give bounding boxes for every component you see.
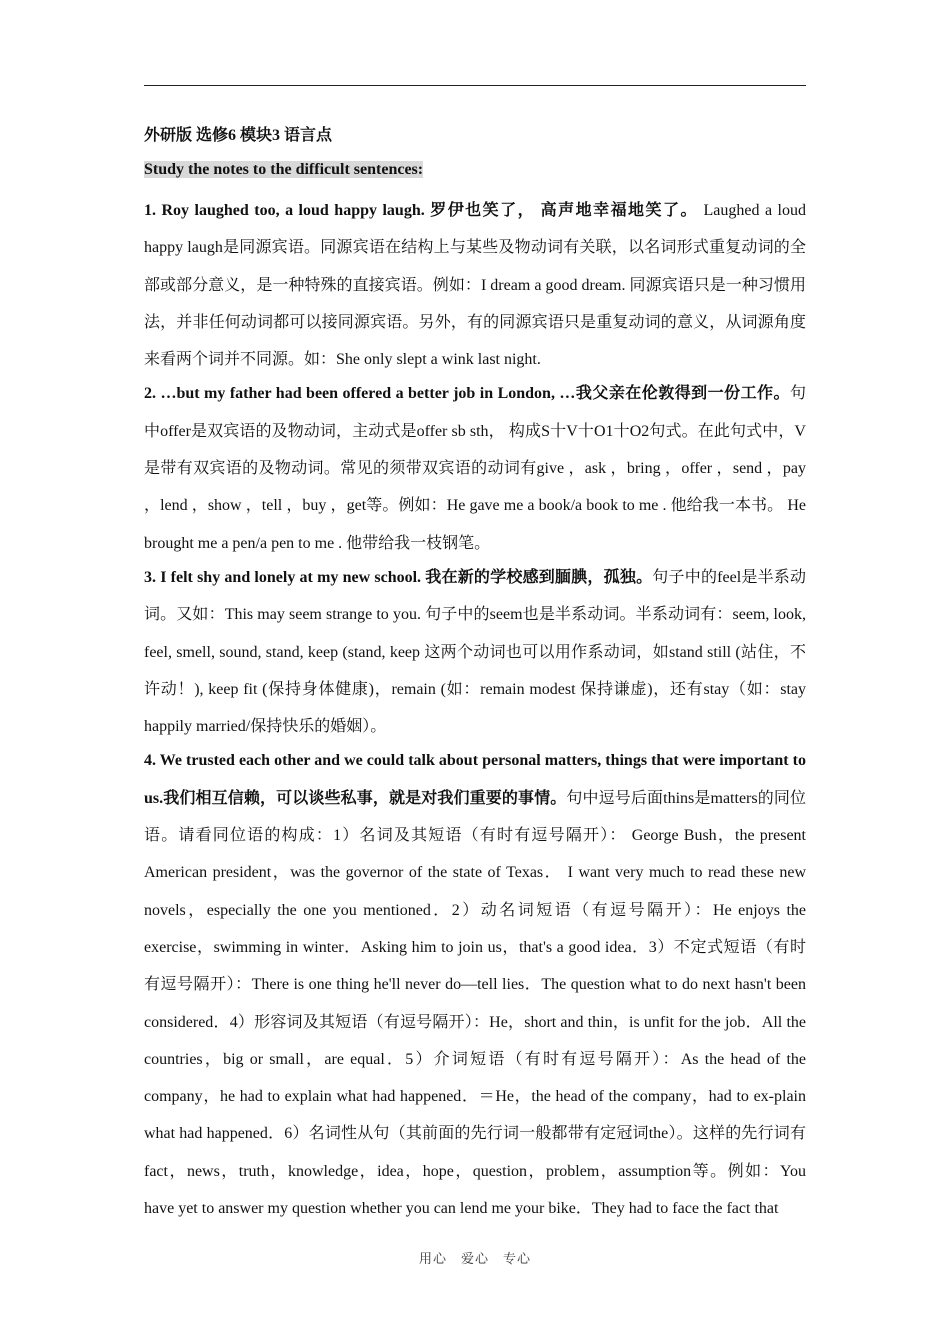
note-sentence: 1. Roy laughed too, a loud happy laugh. 罗伊也笑了， 高声地幸福地笑了。 xyxy=(144,202,698,219)
note-explanation: 句中offer是双宾语的及物动词，主动式是offer sb sth， 构成S十V十O1十O2句式。在此句式中，V是带有双宾语的及物动词。常见的须带双宾语的动词有give ，ask ，bring ，offer ，send ，pay ，lend ，show ，tell ，buy ，get等。例如：He gave me a book/a book to me . 他给我一本书。 He brought me a pen/a pen to me . 他带给我一枝钢笔。 xyxy=(144,385,806,552)
header-rule xyxy=(144,85,806,86)
section-heading-text: Study the notes to the difficult sentences: xyxy=(144,161,424,178)
section-heading xyxy=(144,158,806,182)
note-item-4 xyxy=(144,742,806,1227)
note-explanation: 句中逗号后面thins是matters的同位语。请看同位语的构成：1）名词及其短语（有时有逗号隔开）： George Bush，the present American president，was the governor of the state of Texas． I want very much to read these new novels，especially the one you mentioned．2）动名词短语（有逗号隔开）：He enjoys the exercise，swimming in winter．Asking him to join us，that's a good idea．3）不定式短语（有时有逗号隔开）：There is one thing he'll never do—tell lies．The question what to do next hasn't been considered．4）形容词及其短语（有逗号隔开）：He，short and thin，is unfit for the job．All the countries，big or small，are equal．5）介词短语（有时有逗号隔开）：As the head of the company，he had to explain what had happened．＝He，the head of the company，had to ex-plain what had happened．6）名词性从句（其前面的先行词一般都带有定冠词the）。这样的先行词有fact，news，truth，knowledge，idea，hope，question，problem，assumption等。例如：You have yet to answer my question whether you can lend me your bike．They had to face the fact that xyxy=(144,789,806,1218)
note-item-3 xyxy=(144,559,806,745)
document-title: 外研版 选修6 模块3 语言点 xyxy=(144,127,333,144)
note-item-2 xyxy=(144,375,806,561)
page-footer: 用心 爱心 专心 xyxy=(418,1251,531,1266)
note-sentence: 2. …but my father had been offered a better job in London, …我父亲在伦敦得到一份工作。 xyxy=(144,385,790,403)
note-sentence: 3. I felt shy and lonely at my new school. 我在新的学校感到腼腆，孤独。 xyxy=(144,568,653,586)
note-item-1 xyxy=(144,192,806,378)
document-body xyxy=(144,124,806,1224)
note-sentence: 4. We trusted each other and we could talk about personal matters, things that were important to us.我们相互信赖，可以谈些私事，就是对我们重要的事情。 xyxy=(144,752,806,807)
note-explanation: Laughed a loud happy laugh是同源宾语。同源宾语在结构上与某些及物动词有关联，以名词形式重复动词的全部或部分意义，是一种特殊的直接宾语。例如：I dream a good dream. 同源宾语只是一种习惯用法，并非任何动词都可以接同源宾语。另外，有的同源宾语只是重复动词的意义，从词源角度来看两个词并不同源。如：She only slept a wink last night. xyxy=(144,202,806,369)
note-explanation: 句子中的feel是半系动词。又如：This may seem strange to you. 句子中的seem也是半系动词。半系动词有：seem, look, feel, smell, sound, stand, keep (stand, keep 这两个动词也可以用作系动词，如stand still (站住，不许动！), keep fit (保持身体健康)，remain (如：remain modest 保持谦虚)，还有stay（如：stay happily married/保持快乐的婚姻）。 xyxy=(144,568,806,736)
